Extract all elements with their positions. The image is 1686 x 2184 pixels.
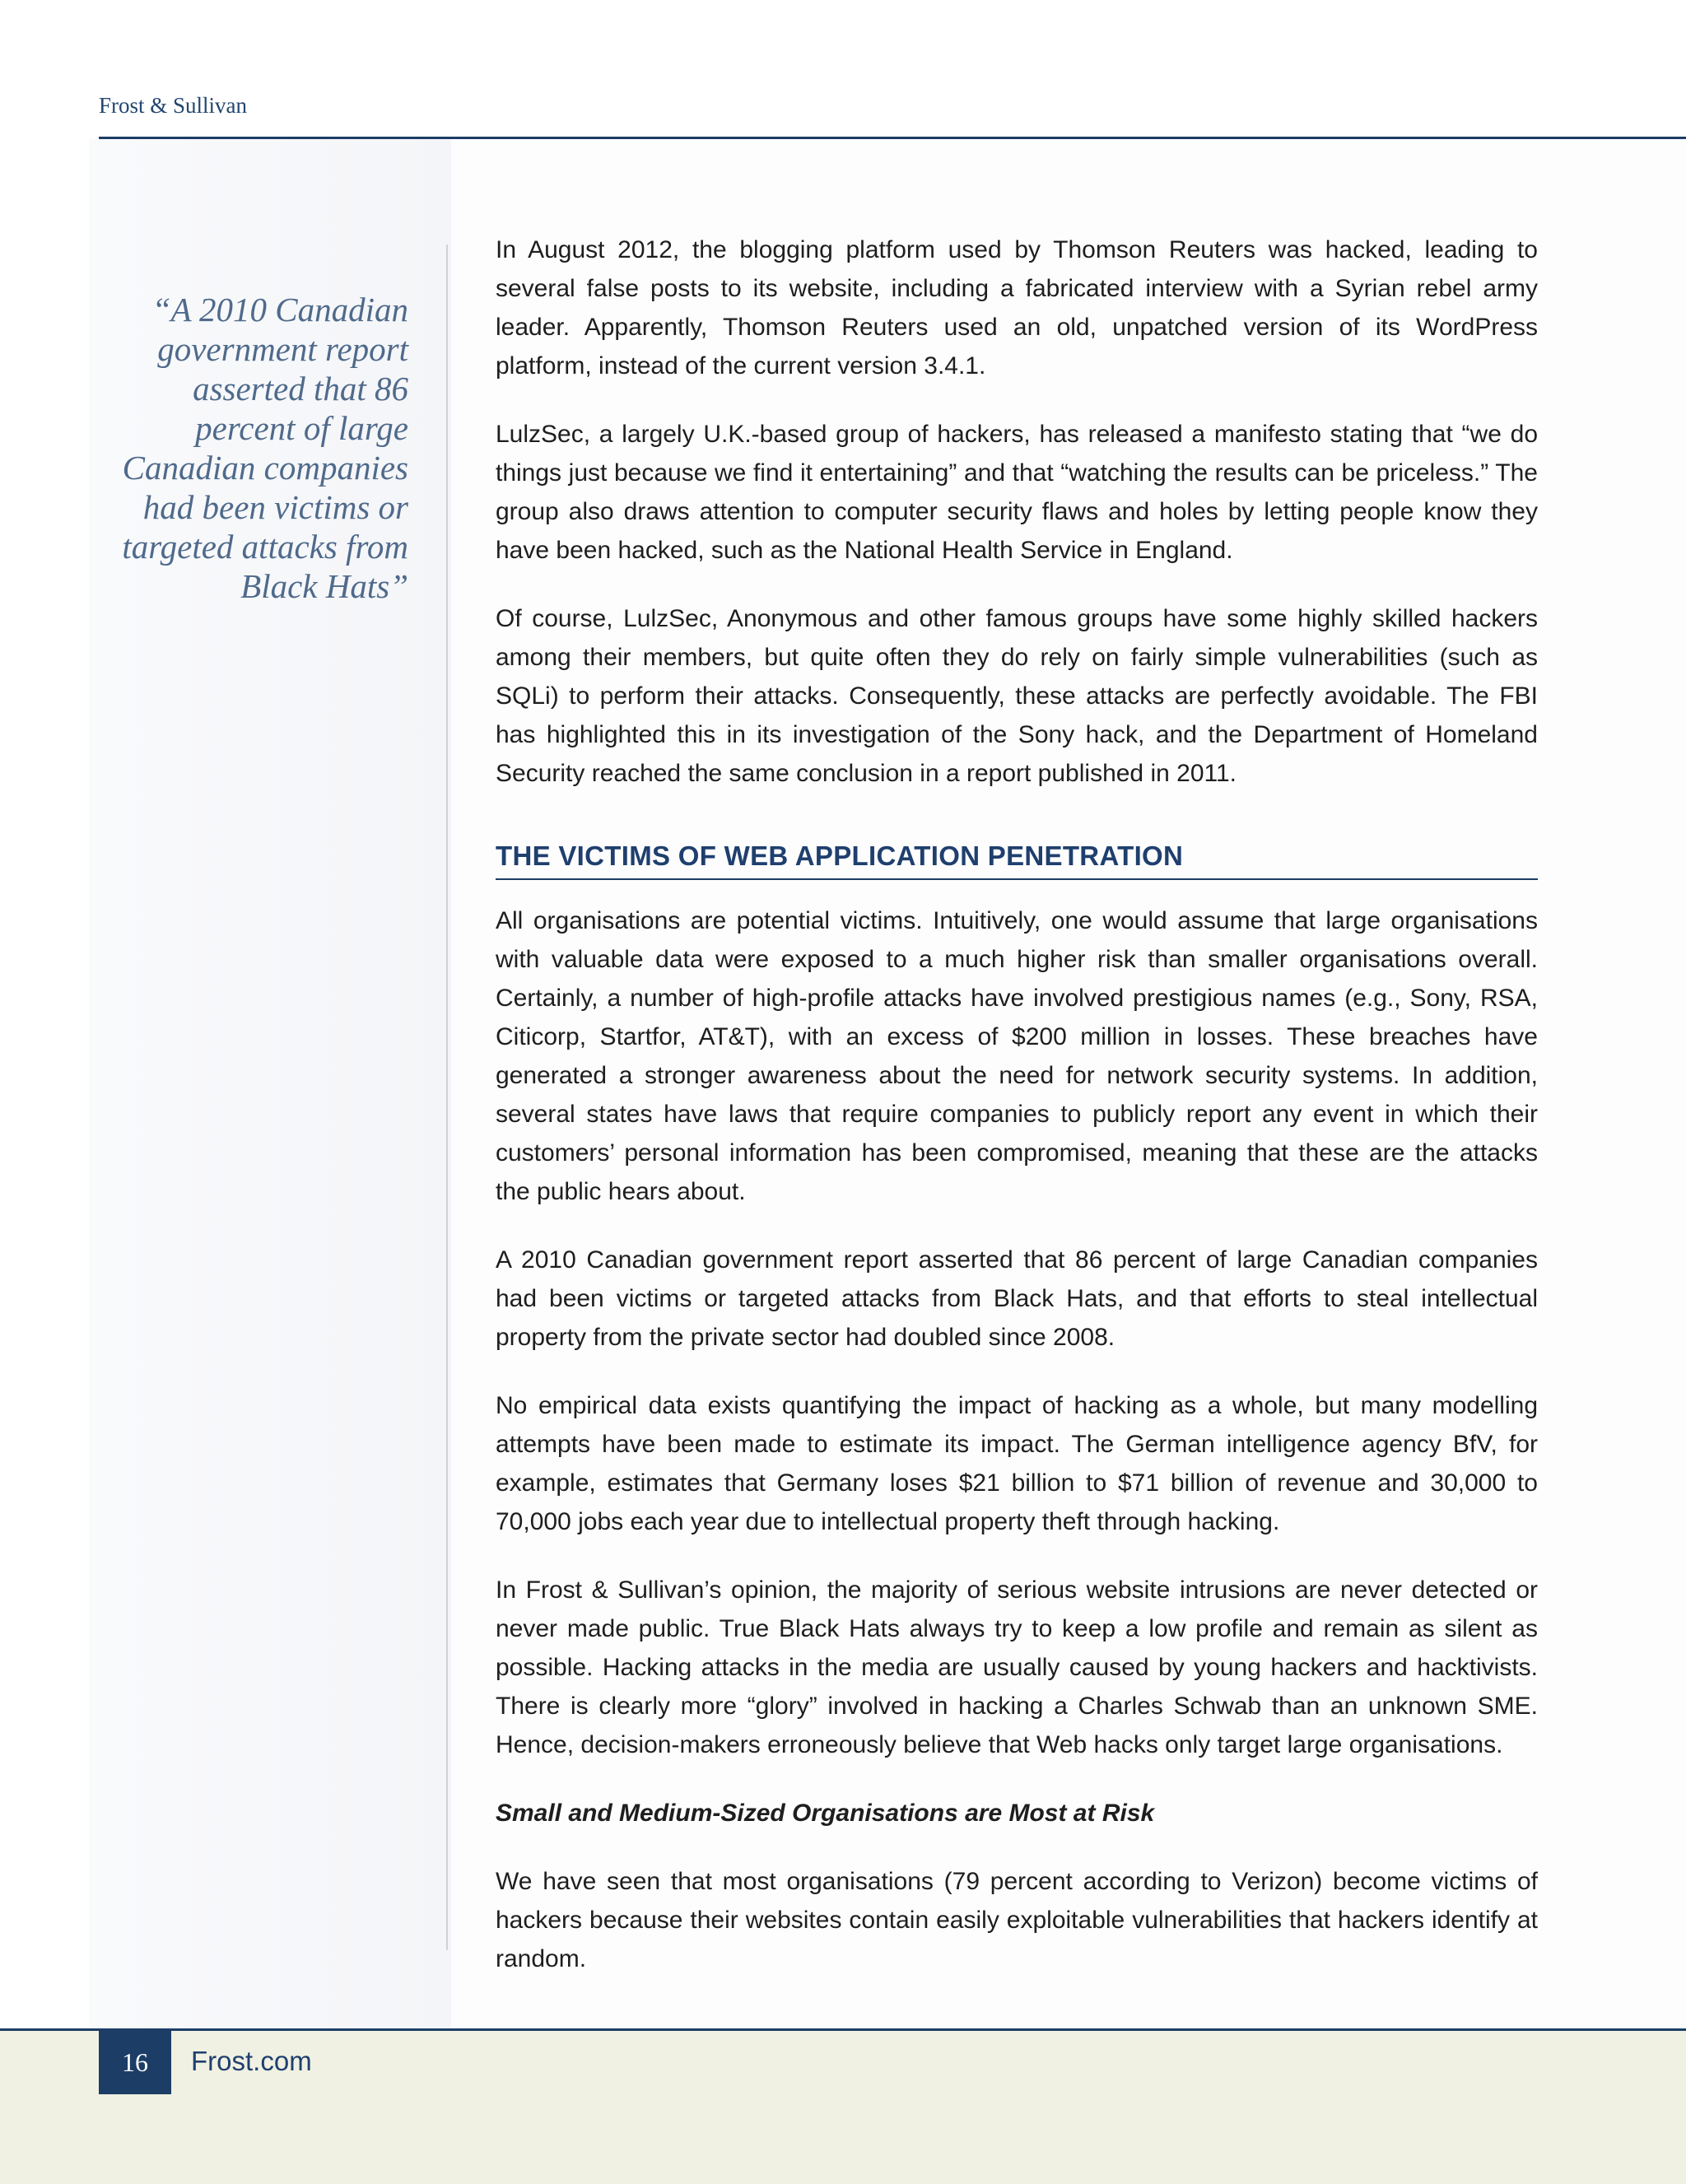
paragraph-skilled-hackers: Of course, LulzSec, Anonymous and other famous groups have some highly skilled hackers among their members, but quite often they do rely on fairly simple vulnerabilities (such as SQLi) to perform their attacks. Consequently, these attacks are perfectly avoidable. The FBI has highlighted this in its investigation of the Sony hack, and the Department of Homeland Security reached the same conclusion in a report published in 2011. xyxy=(496,605,1538,787)
article-body xyxy=(496,231,1538,2008)
paragraph-verizon: We have seen that most organisations (79 percent according to Verizon) become victims of hackers because their websites contain easily exploitable vulnerabilities that hackers identify at random. xyxy=(496,1868,1538,1972)
pull-quote: “A 2010 Canadian government report asserted that 86 percent of large Canadian companies had been victims or targeted attacks from Black Hats” xyxy=(122,291,408,605)
header-brand: Frost & Sullivan xyxy=(99,93,248,118)
paragraph-canadian-report: A 2010 Canadian government report asserted that 86 percent of large Canadian companies had been victims or targeted attacks from Black Hats, and that efforts to steal intellectual property from the private sector had doubled since 2008. xyxy=(496,1246,1538,1351)
paragraph-frost-opinion: In Frost & Sullivan’s opinion, the majority of serious website intrusions are never detected or never made public. True Black Hats always try to keep a low profile and remain as silent as possible. Hacking attacks in the media are usually caused by young hackers and hacktivists. There is clearly more “glory” involved in hacking a Charles Schwab than an unknown SME. Hence, decision-makers erroneously believe that Web hacks only target large organisations. xyxy=(496,1576,1538,1758)
paragraph-empirical-data: No empirical data exists quantifying the impact of hacking as a whole, but many modelling attempts have been made to estimate its impact. The German intelligence agency BfV, for example, estimates that Germany loses $21 billion to $71 billion of revenue and 30,000 to 70,000 jobs each year due to intellectual property theft through hacking. xyxy=(496,1392,1538,1535)
subheading: Small and Medium-Sized Organisations are Most at Risk xyxy=(496,1800,1155,1827)
paragraph-thomson-reuters: In August 2012, the blogging platform used by Thomson Reuters was hacked, leading to several false posts to its website, including a fabricated interview with a Syrian rebel army leader. Apparently, Thomson Reuters used an old, unpatched version of its WordPress platform, instead of the current version 3.4.1. xyxy=(496,236,1538,380)
section-heading: THE VICTIMS OF WEB APPLICATION PENETRATION xyxy=(496,841,1538,880)
paragraph-lulzsec: LulzSec, a largely U.K.-based group of hackers, has released a manifesto stating that “we do things just because we find it entertaining” and that “watching the results can be priceless.” The group also draws attention to computer security flaws and holes by letting people know they have been hacked, such as the National Health Service in England. xyxy=(496,421,1538,564)
paragraph-potential-victims: All organisations are potential victims. Intuitively, one would assume that large organisations with valuable data were exposed to a much higher risk than smaller organisations overall. Certainly, a number of high-profile attacks have involved prestigious names (e.g., Sony, RSA, Citicorp, Startfor, AT&T), with an excess of $200 million in losses. These breaches have generated a stronger awareness about the need for network security systems. In addition, several states have laws that require companies to publicly report any event in which their customers’ personal information has been compromised, meaning that these are the attacks the public hears about. xyxy=(496,907,1538,1205)
page-number: 16 xyxy=(99,2031,171,2094)
column-divider xyxy=(446,244,448,1950)
footer-site-link[interactable]: Frost.com xyxy=(191,2046,312,2076)
